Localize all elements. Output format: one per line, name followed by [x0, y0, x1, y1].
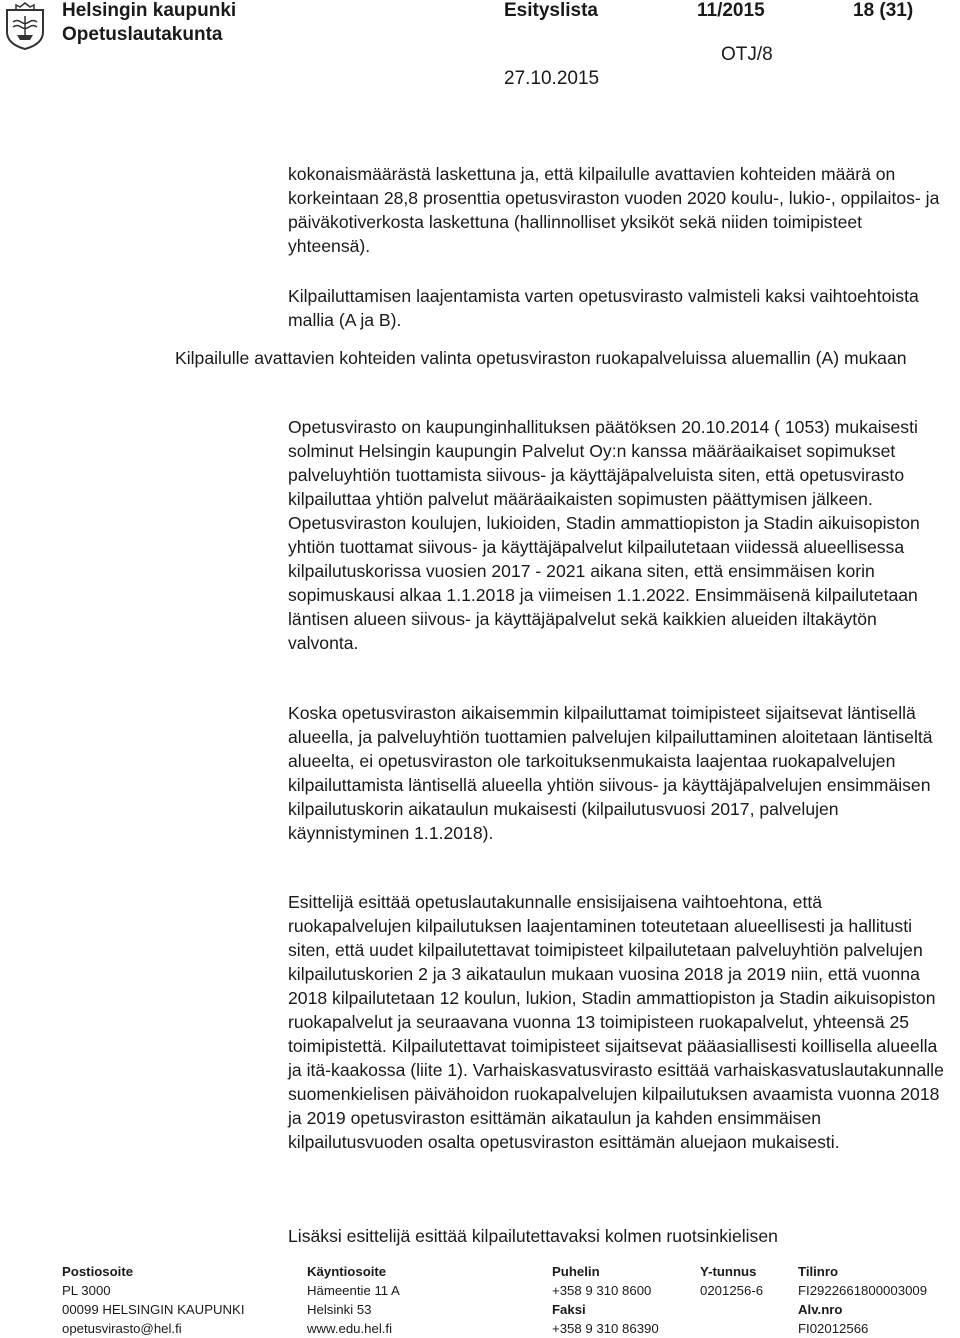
issue-number: 11/2015 — [697, 0, 765, 21]
paragraph-3: Opetusvirasto on kaupunginhallituksen päätöksen 20.10.2014 ( 1053) mukaisesti solminut Helsingin kaupungin Palvelut Oy:n kanssa määräaikaiset sopimukset palveluyhtiön tuottamista siivous- ja käyttäjäpalveluista siten, että opetusvirasto kilpailuttaa yhtiön palvelut määräaikaisten sopimusten päättymisen jälkeen. Opetusviraston koulujen, lukioiden, Stadin ammattiopiston ja Stadin aikuisopiston yhtiön tuottamat siivous- ja käyttäjäpalvelut kilpailutetaan viidessä alueellisessa kilpailutuskorissa vuosien 2017 - 2021 aikana siten, että ensimmäisen korin sopimuskausi alkaa 1.1.2018 ja viimeisen 1.1.2022. Ensimmäisenä kilpailutetaan läntisen alueen siivous- ja käyttäjäpalvelut sekä kaikkien alueiden iltakäytön valvonta. — [288, 417, 920, 653]
meeting-date: 27.10.2015 — [504, 68, 600, 89]
organization-name: Helsingin kaupunki — [62, 0, 237, 21]
document-type: Esityslista — [504, 0, 598, 21]
footer-business-id: Y-tunnus 0201256-6 — [700, 1264, 764, 1298]
paragraph-5: Esittelijä esittää opetuslautakunnalle ensisijaisena vaihtoehtona, että ruokapalvelujen kilpailutuksen laajentaminen toteutetaan alueellisesti ja hallitusti siten, että uudet kilpailutettavat toimipisteet kilpailutetaan palveluyhtiön palvelujen kilpailutuskorien 2 ja 3 aikataulun mukaan vuosina 2018 ja 2019 niin, että vuonna 2018 kilpailutetaan 12 koulun, lukion, Stadin ammattiopiston ja Stadin aikuisopiston ruokapalvelut ja seuraavana vuonna 13 toimipisteen ruokapalvelut, yhteensä 25 toimipistettä. Kilpailutettavat toimipisteet sijaitsevat pääasiallisesti koillisella alueella ja itä-kaakossa (liite 1). Varhaiskasvatusvirasto esittää varhaiskasvatuslautakunnalle suomenkielisen päivähoidon ruokapalvelujen kilpailutuksen avaamista vuonna 2018 ja 2019 opetusviraston esittämän aikataulun ja kahden ensimmäisen kilpailutusvuoden osalta opetusviraston esittämän aluejaon mukaisesti. — [288, 892, 944, 1152]
helsinki-crest-logo — [4, 2, 46, 50]
footer-phone: Puhelin +358 9 310 8600 Faksi +358 9 310 86390 — [552, 1264, 659, 1336]
footer-account: Tilinro FI2922661800003009 Alv.nro FI02012566 — [798, 1264, 928, 1336]
footer-postal-address: Postiosoite PL 3000 00099 HELSINGIN KAUPUNKI opetusvirasto@hel.fi — [62, 1264, 245, 1336]
paragraph-1: kokonaismäärästä laskettuna ja, että kilpailulle avattavien kohteiden määrä on korkeintaan 28,8 prosenttia opetusviraston vuoden 2020 koulu-, lukio-, oppilaitos- ja päiväkotiverkosta laskettuna (hallinnolliset yksiköt sekä niiden toimipisteet yhteensä). — [288, 164, 940, 256]
section-heading: Kilpailulle avattavien kohteiden valinta opetusviraston ruokapalveluissa aluemallin (A) mukaan — [175, 348, 907, 368]
page-number: 18 (31) — [853, 0, 914, 21]
paragraph-4: Koska opetusviraston aikaisemmin kilpailuttamat toimipisteet sijaitsevat läntisellä alueella, ja palveluyhtiön tuottamien palvelujen kilpailuttaminen aloitetaan läntiseltä alueelta, ei opetusviraston ole tarkoituksenmukaista laajentaa ruokapalvelujen kilpailuttamista läntisellä alueella yhtiön siivous- ja käyttäjäpalvelujen ensimmäisen kilpailutuskorin aikataulun mukaisesti (kilpailutusvuosi 2017, palvelujen käynnistyminen 1.1.2018). — [288, 703, 933, 843]
paragraph-6: Lisäksi esittelijä esittää kilpailutettavaksi kolmen ruotsinkielisen — [288, 1226, 778, 1246]
agenda-item: OTJ/8 — [721, 44, 773, 65]
board-name: Opetuslautakunta — [62, 24, 223, 45]
footer-visiting-address: Käyntiosoite Hämeentie 11 A Helsinki 53 www.edu.hel.fi — [307, 1264, 400, 1336]
paragraph-2: Kilpailuttamisen laajentamista varten opetusvirasto valmisteli kaksi vaihtoehtoista mallia (A ja B). — [288, 286, 919, 330]
